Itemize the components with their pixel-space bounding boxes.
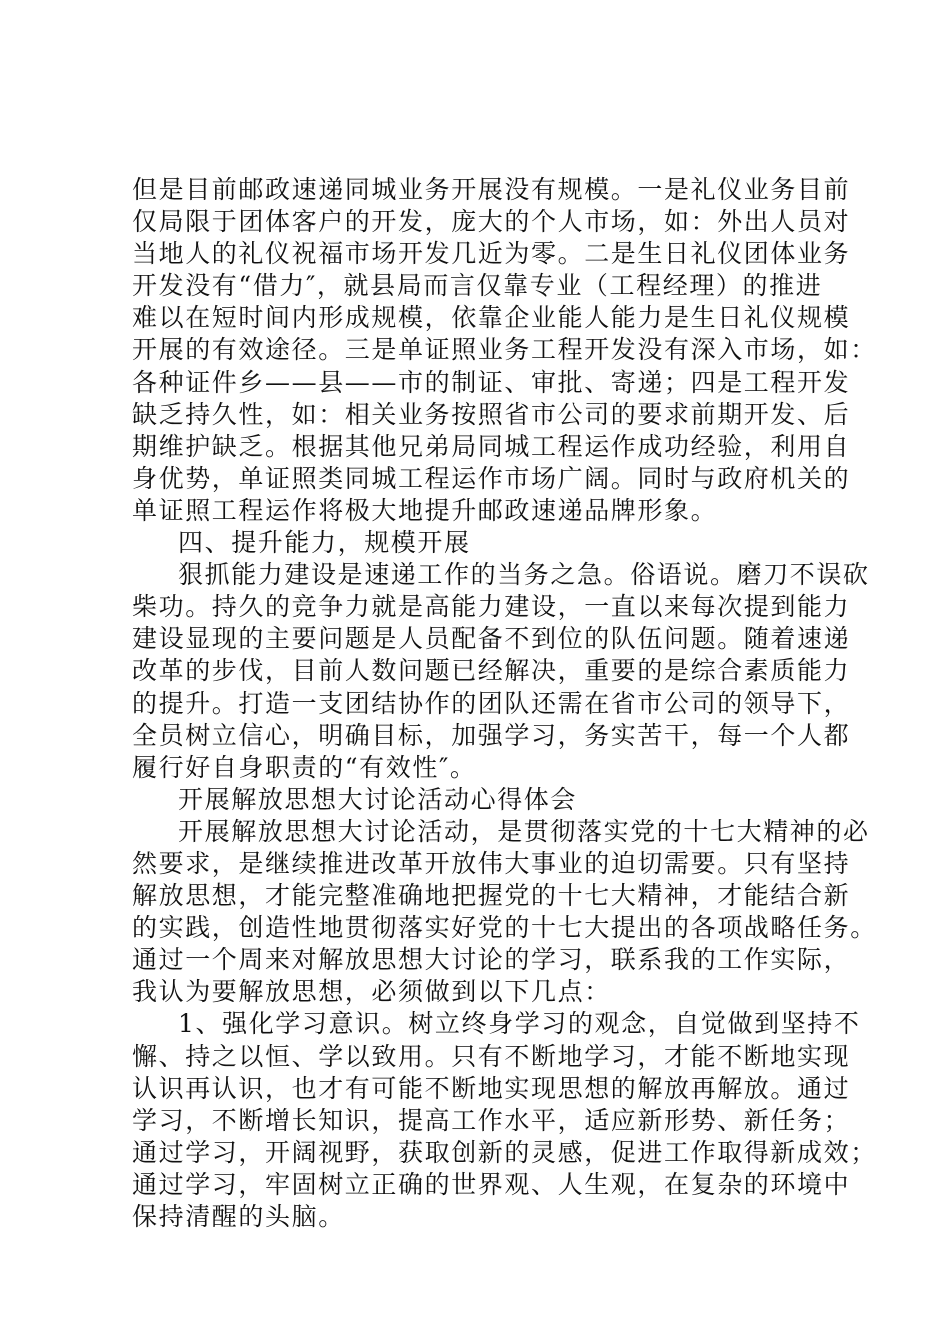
text-line: 保持清醒的头脑。 <box>132 1202 345 1231</box>
text-line: 当地人的礼仪祝福市场开发几近为零。二是生日礼仪团体业务 <box>132 239 851 269</box>
text-line: 开展解放思想大讨论活动，是贯彻落实党的十七大精神的必 <box>178 816 870 846</box>
document-body <box>132 174 877 1233</box>
text-line: 然要求，是继续推进改革开放伟大事业的迫切需要。只有坚持 <box>132 848 851 878</box>
text-line: 改革的步伐，目前人数问题已经解决，重要的是综合素质能力 <box>132 656 851 686</box>
text-line: 开展的有效途径。三是单证照业务工程开发没有深入市场，如： <box>132 335 877 365</box>
text-line: 我认为要解放思想，必须做到以下几点： <box>132 977 611 1007</box>
article-title: 开展解放思想大讨论活动心得体会 <box>178 784 578 814</box>
text-line: 但是目前邮政速递同城业务开展没有规模。一是礼仪业务目前 <box>132 175 851 204</box>
text-line: 身优势，单证照类同城工程运作市场广阔。同时与政府机关的 <box>132 463 851 493</box>
text-line: 建设显现的主要问题是人员配备不到位的队伍问题。随着速递 <box>132 624 851 654</box>
text-line: 解放思想，才能完整准确地把握党的十七大精神，才能结合新 <box>132 881 851 911</box>
text-line: 1、强化学习意识。树立终身学习的观念，自觉做到坚持不 <box>178 1009 861 1039</box>
text-line: 通过一个周来对解放思想大讨论的学习，联系我的工作实际， <box>132 945 851 975</box>
section-heading: 四、提升能力，规模开展 <box>178 528 471 558</box>
text-line: 难以在短时间内形成规模，依靠企业能人能力是生日礼仪规模 <box>132 303 851 333</box>
text-line: 开发没有“借力″，就县局而言仅靠专业（工程经理）的推进 <box>132 271 823 301</box>
text-line: 狠抓能力建设是速递工作的当务之急。俗语说。磨刀不误砍 <box>178 560 870 590</box>
text-line: 履行好自身职责的“有效性″。 <box>132 752 477 782</box>
text-line: 柴功。持久的竞争力就是高能力建设，一直以来每次提到能力 <box>132 592 851 622</box>
text-line: 懈、持之以恒、学以致用。只有不断地学习，才能不断地实现 <box>132 1041 851 1071</box>
text-line: 认识再认识，也才有可能不断地实现思想的解放再解放。通过 <box>132 1073 851 1103</box>
text-line: 全员树立信心，明确目标，加强学习，务实苦干，每一个人都 <box>132 720 851 750</box>
text-line: 单证照工程运作将极大地提升邮政速递品牌形象。 <box>132 495 718 525</box>
text-line: 各种证件乡——县——市的制证、审批、寄递；四是工程开发 <box>132 367 851 397</box>
text-line: 的提升。打造一支团结协作的团队还需在省市公司的领导下， <box>132 688 851 718</box>
text-line: 通过学习，开阔视野，获取创新的灵感，促进工作取得新成效； <box>132 1137 877 1167</box>
text-line: 通过学习，牢固树立正确的世界观、人生观，在复杂的环境中 <box>132 1169 851 1199</box>
text-line: 缺乏持久性，如：相关业务按照省市公司的要求前期开发、后 <box>132 399 851 429</box>
text-line: 学习，不断增长知识，提高工作水平，适应新形势、新任务； <box>132 1105 851 1135</box>
text-line: 的实践，创造性地贯彻落实好党的十七大提出的各项战略任务。 <box>132 913 877 943</box>
text-line: 仅局限于团体客户的开发，庞大的个人市场，如：外出人员对 <box>132 207 851 237</box>
text-line: 期维护缺乏。根据其他兄弟局同城工程运作成功经验，利用自 <box>132 431 851 461</box>
